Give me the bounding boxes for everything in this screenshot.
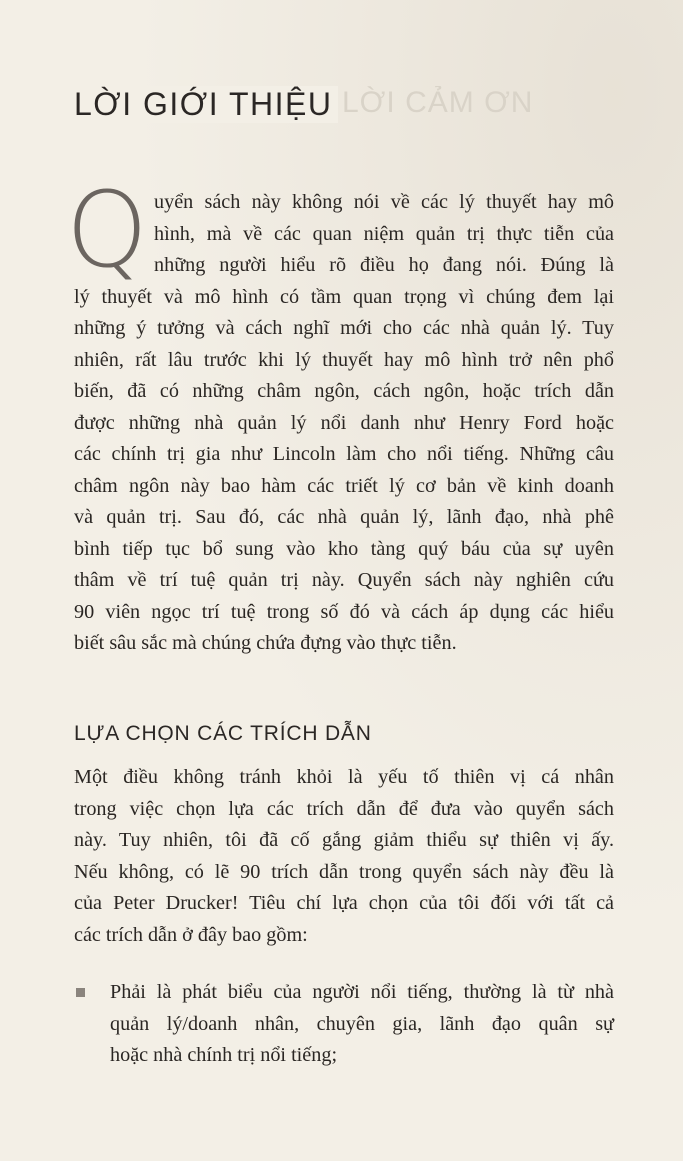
chapter-title: LỜI GIỚI THIỆU: [74, 86, 338, 123]
paragraph-line: biến, đã có những châm ngôn, cách ngôn, hoặc trích dẫn: [74, 380, 614, 402]
paragraph-line: Một điều không tránh khỏi là yếu tố thiên vị cá nhân: [74, 766, 614, 788]
criteria-list-item: [74, 977, 614, 1072]
paragraph-line: các trích dẫn ở đây bao gồm:: [74, 923, 308, 946]
list-item-line: quản lý/doanh nhân, chuyên gia, lãnh đạo quân sự: [110, 1012, 614, 1035]
paragraph-line: và quản trị. Sau đó, các nhà quản lý, lãnh đạo, nhà phê: [74, 506, 614, 528]
paragraph-line: của Peter Drucker! Tiêu chí lựa chọn của tôi đối với tất cả: [74, 892, 614, 914]
paragraph-line: 90 viên ngọc trí tuệ trong số đó và cách áp dụng các hiểu: [74, 600, 614, 623]
paragraph-line: nhiên, rất lâu trước khi lý thuyết hay mô hình trở nên phổ: [74, 348, 614, 371]
paragraph-line: châm ngôn này bao hàm các triết lý cơ bản về kinh doanh: [74, 474, 614, 497]
square-bullet-icon: [76, 988, 85, 997]
paragraph-line: được những nhà quản lý nổi danh như Henry Ford hoặc: [74, 411, 614, 434]
paragraph-line: những người hiểu rõ điều họ đang nói. Đúng là: [154, 254, 614, 276]
paragraph-line: hình, mà về các quan niệm quản trị thực tiễn của: [154, 222, 614, 245]
section-title: LỰA CHỌN CÁC TRÍCH DẪN: [74, 722, 372, 745]
paragraph-line: bình tiếp tục bổ sung vào kho tàng quý báu của sự uyên: [74, 537, 614, 560]
paragraph-line: uyển sách này không nói về các lý thuyết hay mô: [154, 191, 614, 213]
list-item-line: hoặc nhà chính trị nổi tiếng;: [110, 1044, 338, 1066]
paragraph-line: biết sâu sắc mà chúng chứa đựng vào thực tiễn.: [74, 632, 457, 654]
drop-cap: Q: [66, 169, 148, 291]
paragraph-line: thâm về trí tuệ quản trị này. Quyển sách này nghiên cứu: [74, 569, 614, 591]
paragraph-line: các chính trị gia như Lincoln làm cho nổi tiếng. Những câu: [74, 443, 614, 465]
paragraph-line: này. Tuy nhiên, tôi đã cố gắng giảm thiểu sự thiên vị ấy.: [74, 829, 614, 851]
paragraph-line: Nếu không, có lẽ 90 trích dẫn trong quyển sách này đều là: [74, 860, 614, 883]
paragraph-line: lý thuyết và mô hình có tầm quan trọng vì chúng đem lại: [74, 285, 614, 308]
criteria-list: [74, 977, 614, 1072]
criteria-paragraph: [74, 762, 614, 951]
list-item-line: Phải là phát biểu của người nổi tiếng, thường là từ nhà: [110, 981, 614, 1003]
paragraph-line: những ý tưởng và cách nghĩ mới cho các nhà quản lý. Tuy: [74, 317, 614, 339]
paragraph-line: trong việc chọn lựa các trích dẫn để đưa vào quyển sách: [74, 797, 614, 820]
bleed-through-heading: LỜI CẢM ƠN: [342, 86, 534, 119]
intro-paragraph: [74, 187, 614, 660]
